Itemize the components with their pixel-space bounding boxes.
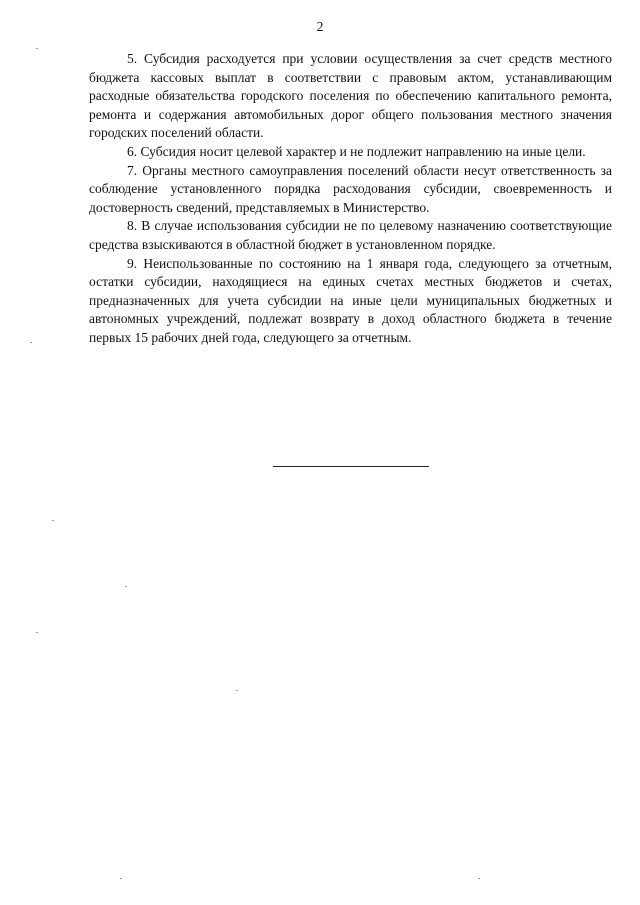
scan-speck [52, 520, 54, 521]
scan-speck [236, 690, 238, 691]
end-separator-line [273, 466, 429, 467]
scan-speck [30, 342, 32, 343]
scan-speck [478, 878, 480, 879]
scan-speck [36, 48, 38, 49]
scan-speck [36, 632, 38, 633]
paragraph-5: 5. Субсидия расходуется при условии осуществления за счет средств местного бюджета кассовых выплат в соответствии с правовым актом, устанавливающим расходные обязательства городского поселения по обеспечению капитального ремонта, ремонта и содержания автомобильных дорог общего пользования местного значения городских поселений области. [89, 51, 612, 141]
scan-speck [125, 586, 127, 587]
scan-speck [120, 878, 122, 879]
paragraph-9: 9. Неиспользованные по состоянию на 1 января года, следующего за отчетным, остатки субсидии, находящиеся на единых счетах местных бюджетов и счетах, предназначенных для учета субсидии на иные цели муниципальных бюджетных и автономных учреждений, подлежат возврату в доход областного бюджета в течение первых 15 рабочих дней года, следующего за отчетным. [89, 255, 612, 345]
paragraph-8: 8. В случае использования субсидии не по целевому назначению соответствующие средства взыскиваются в областной бюджет в установленном порядке. [89, 218, 612, 252]
paragraph-6: 6. Субсидия носит целевой характер и не подлежит направлению на иные цели. [127, 143, 586, 159]
page-number: 2 [316, 19, 324, 34]
document-body [89, 50, 612, 348]
paragraph-7: 7. Органы местного самоуправления поселений области несут ответственность за соблюдение установленного порядка расходования субсидии, своевременность и достоверность сведений, представляемых в Министерство. [89, 162, 612, 215]
